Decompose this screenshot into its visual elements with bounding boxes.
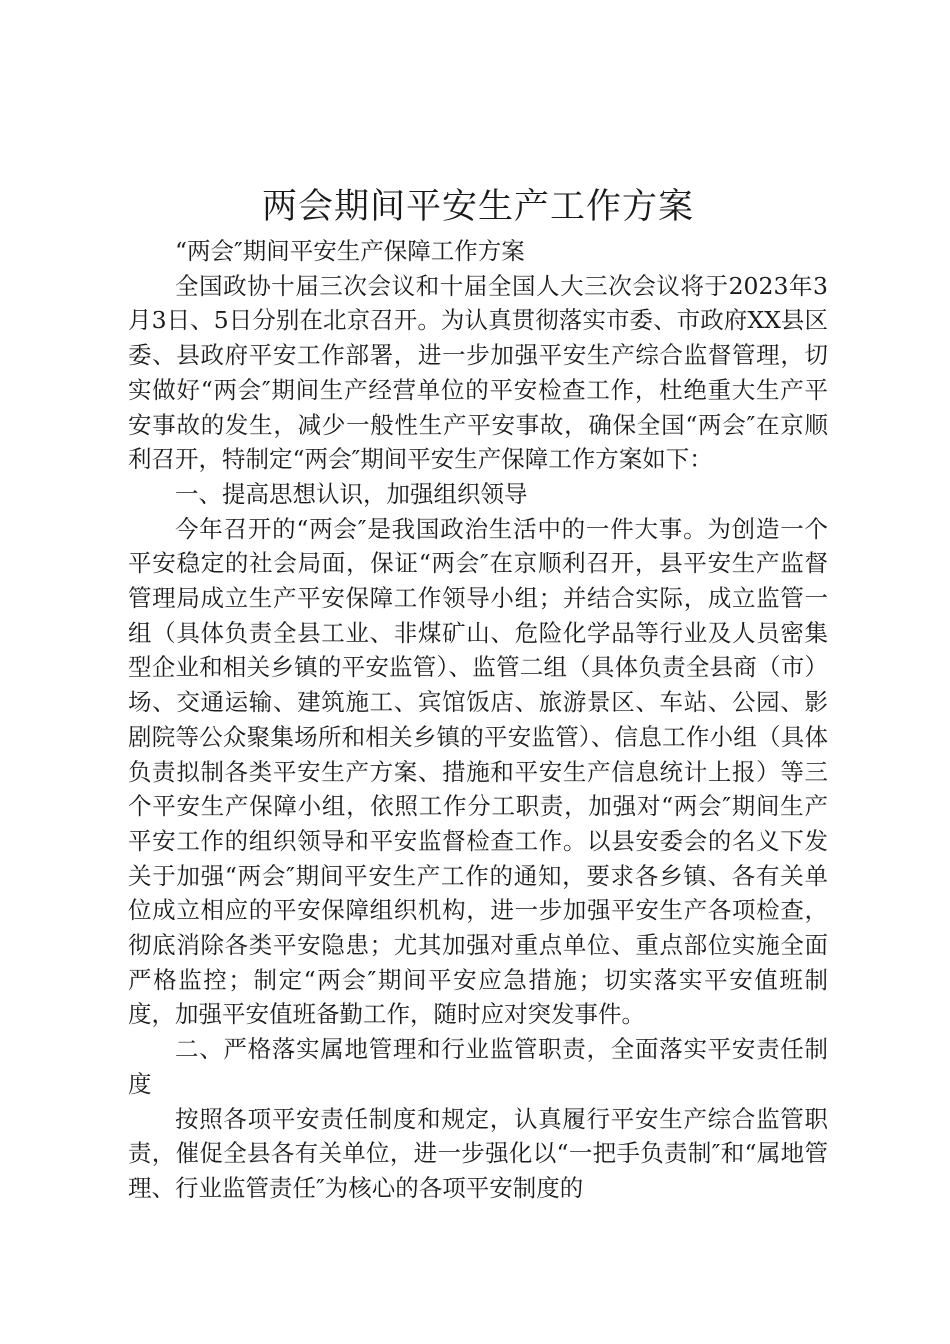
section-heading-1: 一、提高思想认识，加强组织领导 <box>175 479 528 508</box>
paragraph-section-2: 按照各项平安责任制度和规定，认真履行平安生产综合监管职责，催促全县各有关单位，进一步强化以“一把手负责制″和“属地管理、行业监管责任″为核心的各项平安制度的 <box>128 1104 828 1202</box>
section-heading-2: 二、严格落实属地管理和行业监管职责，全面落实平安责任制度 <box>128 1035 828 1098</box>
paragraph-intro: 全国政协十届三次会议和十届全国人大三次会议将于2023年3月3日、5日分别在北京召开。为认真贯彻落实市委、市政府XX县区委、县政府平安工作部署，进一步加强平安生产综合监督管理，切实做好“两会″期间生产经营单位的平安检查工作，杜绝重大生产平安事故的发生，减少一般性生产平安事故，确保全国“两会″在京顺利召开，特制定“两会″期间平安生产保障工作方案如下： <box>128 271 828 474</box>
paragraph-subtitle: “两会″期间平安生产保障工作方案 <box>175 237 525 265</box>
document-page <box>128 180 828 1206</box>
document-title: 两会期间平安生产工作方案 <box>261 187 694 227</box>
paragraph-section-1: 今年召开的“两会″是我国政治生活中的一件大事。为创造一个平安稳定的社会局面，保证“两会″在京顺利召开，县平安生产监督管理局成立生产平安保障工作领导小组；并结合实际，成立监管一组（具体负责全县工业、非煤矿山、危险化学品等行业及人员密集型企业和相关乡镇的平安监管）、监管二组（具体负责全县商（市）场、交通运输、建筑施工、宾馆饭店、旅游景区、车站、公园、影剧院等公众聚集场所和相关乡镇的平安监管）、信息工作小组（具体负责拟制各类平安生产方案、措施和平安生产信息统计上报）等三个平安生产保障小组，依照工作分工职责，加强对“两会″期间生产平安工作的组织领导和平安监督检查工作。以县安委会的名义下发关于加强“两会″期间平安生产工作的通知，要求各乡镇、各有关单位成立相应的平安保障组织机构，进一步加强平安生产各项检查，彻底消除各类平安隐患；尤其加强对重点单位、重点部位实施全面严格监控；制定“两会″期间平安应急措施；切实落实平安值班制度，加强平安值班备勤工作，随时应对突发事件。 <box>128 514 828 1029</box>
